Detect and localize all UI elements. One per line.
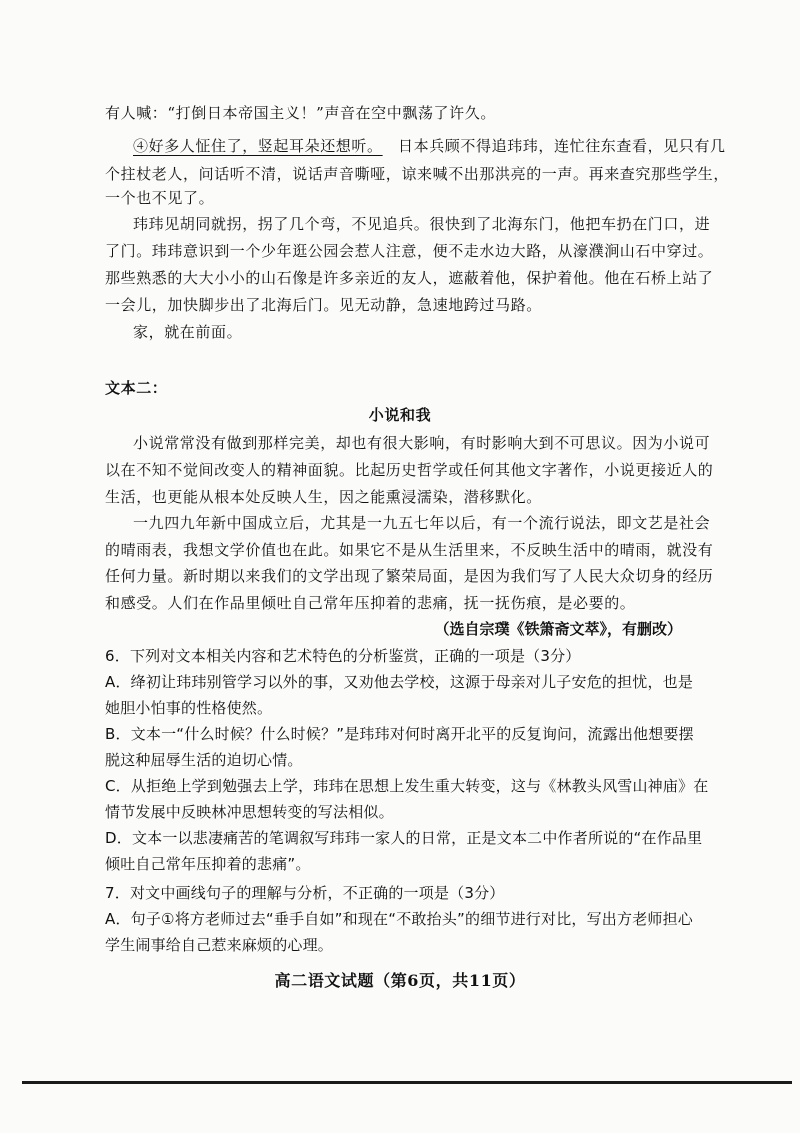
question-6-option-b-cont: 脱这种屈辱生活的迫切心情。: [105, 751, 303, 769]
text1-line-9: 家，就在前面。: [133, 323, 243, 341]
question-7-option-a: A．句子①将方老师过去“垂手自如”和现在“不敢抬头”的细节进行对比，写出方老师担心: [105, 910, 693, 928]
question-6-option-b: B．文本一“什么时候？什么时候？”是玮玮对何时离开北平的反复询问，流露出他想要摆: [105, 725, 694, 743]
text1-line-5: 玮玮见胡同就拐，拐了几个弯，不见追兵。很快到了北海东门，他把车扔在门口，进: [133, 215, 711, 233]
text2-line-3: 生活，也更能从根本处反映人生，因之能熏浸濡染，潜移默化。: [105, 488, 542, 506]
text1-line-8: 一会儿，加快脚步出了北海后门。见无动静，急速地跨过马路。: [105, 296, 542, 314]
text2-title: 小说和我: [368, 406, 432, 424]
question-7-stem: 7．对文中画线句子的理解与分析，不正确的一项是（3分）: [105, 884, 505, 902]
text1-line-7: 那些熟悉的大大小小的山石像是许多亲近的友人，遮蔽着他，保护着他。他在石桥上站了: [105, 269, 714, 287]
text2-label: 文本二：: [105, 379, 168, 397]
bottom-rule: [22, 1081, 792, 1084]
question-6-option-d-cont: 倾吐自己常年压抑着的悲痛”。: [105, 855, 311, 873]
text1-line-6: 了门。玮玮意识到一个少年逛公园会惹人注意，便不走水边大路，从濠濮涧山石中穿过。: [105, 242, 714, 260]
text1-underlined-sentence-4: ④好多人怔住了，竖起耳朵还想听。: [133, 137, 383, 155]
page-footer: 高二语文试题（第6页，共11页）: [274, 971, 526, 990]
question-6-option-a: A．绛初让玮玮别管学习以外的事，又劝他去学校，这源于母亲对儿子安危的担忧，也是: [105, 673, 694, 691]
question-6-option-c: C．从拒绝上学到勉强去上学，玮玮在思想上发生重大转变，这与《林教头风雪山神庙》在: [105, 777, 709, 795]
text2-line-2: 以在不知不觉间改变人的精神面貌。比起历史哲学或任何其他文字著作，小说更接近人的: [105, 461, 714, 479]
text2-line-7: 和感受。人们在作品里倾吐自己常年压抑着的悲痛，抚一抚伤痕，是必要的。: [105, 594, 636, 612]
text1-line-2b: 日本兵顾不得追玮玮，连忙往东查看，见只有几: [398, 137, 726, 155]
text2-line-1: 小说常常没有做到那样完美，却也有很大影响，有时影响大到不可思议。因为小说可: [133, 434, 711, 452]
question-6-option-d: D．文本一以悲凄痛苦的笔调叙写玮玮一家人的日常，正是文本二中作者所说的“在作品里: [105, 829, 703, 847]
question-6-option-a-cont: 她胆小怕事的性格使然。: [105, 699, 273, 717]
text1-line-4: 一个也不见了。: [105, 189, 215, 207]
text2-line-5: 的晴雨表，我想文学价值也在此。如果它不是从生活里来，不反映生活中的晴雨，就没有: [105, 541, 714, 559]
text2-line-6: 任何力量。新时期以来我们的文学出现了繁荣局面，是因为我们写了人民大众切身的经历: [105, 567, 714, 585]
text1-line-1: 有人喊：“打倒日本帝国主义！”声音在空中飘荡了许久。: [105, 104, 496, 122]
text2-source: （选自宗璞《铁箫斋文萃》，有删改）: [434, 620, 682, 638]
question-7-option-a-cont: 学生闹事给自己惹来麻烦的心理。: [105, 936, 334, 954]
text1-line-3: 个拄杖老人，问话听不清，说话声音嘶哑，谅来喊不出那洪亮的一声。再来查究那些学生，: [105, 165, 730, 183]
question-6-stem: 6．下列对文本相关内容和艺术特色的分析鉴赏，正确的一项是（3分）: [105, 647, 581, 665]
question-6-option-c-cont: 情节发展中反映林冲思想转变的写法相似。: [105, 803, 394, 821]
text2-line-4: 一九四九年新中国成立后，尤其是一九五七年以后，有一个流行说法，即文艺是社会: [133, 514, 711, 532]
